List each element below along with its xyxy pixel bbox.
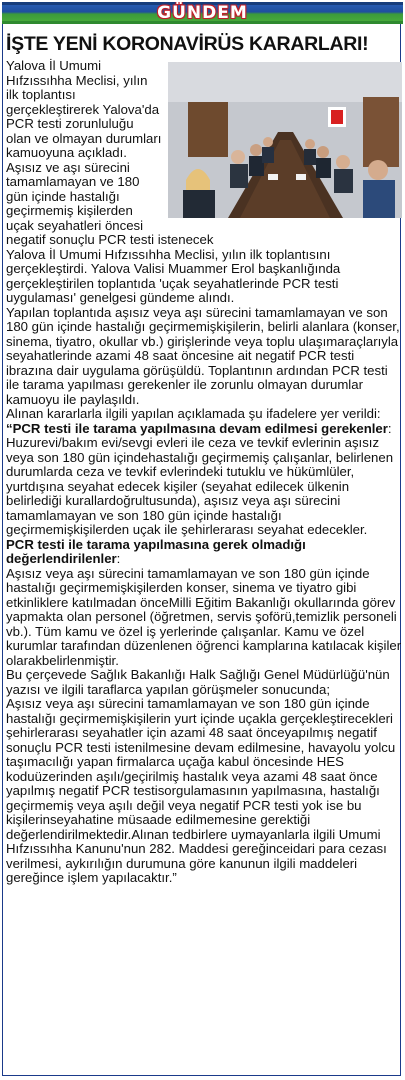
section1-text: Huzurevi/bakım evi/sevgi evleri ile ceza ve tevkif evlerinin aşısız veya son 180 gün içindehastalığı geçirmemiş çalışanlar, belirlenen durumlarda ceza ve tevkif evlerindeki tutuklu ve hükümlüler, yurtdışına seyahat edecek kişiler (seyahat edilecek ülkenin belirlediği kurallardoğrultusunda), aşısız veya aşı sürecini tamamlamayan ve son 180 gün içinde hastalığı geçirmemişkişilerden uçak ile şehirlerarası seyahat edecekler.	[6, 435, 394, 537]
paragraph-intro: Yalova İl Umumi Hıfzıssıhha Meclisi, yılın ilk toplantısı gerçekleştirerek Yalova'da PCR testi zorunluluğu olan ve olmayan durumları kamuoyuna açıkladı.	[6, 58, 162, 160]
article-body	[6, 59, 402, 886]
section1-heading-colon: :	[387, 420, 392, 436]
paragraph-meeting: Yalova İl Umumi Hıfzıssıhha Meclisi, yılın ilk toplantısını gerçekleştirdi. Yalova Valisi Muammer Erol başkanlığında gerçekleştirilen toplantıda 'uçak seyahatlerinde PCR testi uygulaması' genelgesi gündeme alındı.	[6, 246, 341, 305]
section1-heading-line	[6, 422, 402, 437]
section2-paragraph-1: Aşısız veya aşı sürecini tamamlamayan ve son 180 gün içinde hastalığı geçirmemişkişilerden konser, sinema ve tiyatro gibi etkinliklere katılmadan önceMilli Eğitim Bakanlığı okullarında görev yapmakta olan personel (öğretmen, servis şoförü,temizlik personeli vb.). Tüm kamu ve özel iş yerlerinde çalışanlar. Kamu ve özel kurumlar tarafından düzenlenen öğrenci kamplarına katılacak kişiler olarakbelirlenmiştir.	[6, 565, 402, 668]
section2-heading-colon: :	[116, 551, 121, 566]
section2-paragraph-2: Bu çerçevede Sağlık Bakanlığı Halk Sağlığı Genel Müdürlüğü'nün yazısı ve ilgili taraflarca yapılan görüşmeler sonucunda;	[6, 667, 390, 697]
paragraph-discussion: Yapılan toplantıda aşısız veya aşı sürecini tamamlamayan ve son 180 gün içinde hastalığı geçirmemişkişilerin, belirli alanlara (konser, sinema, tiyatro, okullar vb.) girişlerinde veya toplu ulaşımaraçlarıyla seyahatlerinde azami 48 saat öncesine ait negatif PCR testi ibrazına dair uygulama görüşüldü. Toplantının ardından PCR testi ile tarama yapılması gerekenler ile zorunlu olmayan durumlar kamuoyu ile paylaşıldı.	[6, 304, 400, 407]
section1-heading: “PCR testi ile tarama yapılmasına devam edilmesi gerekenler	[6, 420, 388, 436]
meeting-photo	[168, 62, 402, 218]
meeting-photo-icon	[168, 62, 402, 218]
section-banner	[2, 2, 403, 24]
section2-heading: PCR testi ile tarama yapılmasına gerek olmadığı değerlendirilenler	[6, 536, 306, 566]
banner-title: GÜNDEM	[157, 3, 248, 23]
section2-heading-line	[6, 538, 402, 567]
paragraph-subhead: Aşısız ve aşı sürecini tamamlamayan ve 180 gün içinde hastalığı geçirmemiş kişilerden uçak seyahatleri öncesi negatif sonuçlu PCR testi istenecek	[6, 159, 214, 247]
headline: İŞTE YENİ KORONAVİRÜS KARARLARI!	[6, 33, 369, 55]
section2-paragraph-3: Aşısız veya aşı sürecini tamamlamayan ve son 180 gün içinde hastalığı geçirmemişkişilerin yurt içinde uçakla gerçekleştirecekleri şehirlerarası seyahatler için azami 48 saat önceyapılmış negatif sonuçlu PCR testi istenilmesine devam edilmesine, havayolu yolcu taşımacılığı yapan firmalarca uçağa kabul öncesinde HES koduüzerinden aşılı/geçirilmiş hastalık veya azami 48 saat önce yapılmış negatif PCR testisorgulamasının yapılmasına, hastalığı geçirmemiş veya aşılı değil veya negatif PCR testi yok ise bu kişilerinseyahatine müsaade edilmemesine gerektiği değerlendirilmektedir.Alınan tedbirlere uymayanlarla ilgili Umumi Hıfzıssıhha Kanunu'nun 282. Maddesi gereğinceidari para cezası verilmesi, aykırılığın durumuna göre kanunun ilgili maddeleri gereğince işlem yapılacaktır.”	[6, 696, 396, 885]
paragraph-statement: Alınan kararlarla ilgili yapılan açıklamada şu ifadelere yer verildi:	[6, 406, 381, 421]
